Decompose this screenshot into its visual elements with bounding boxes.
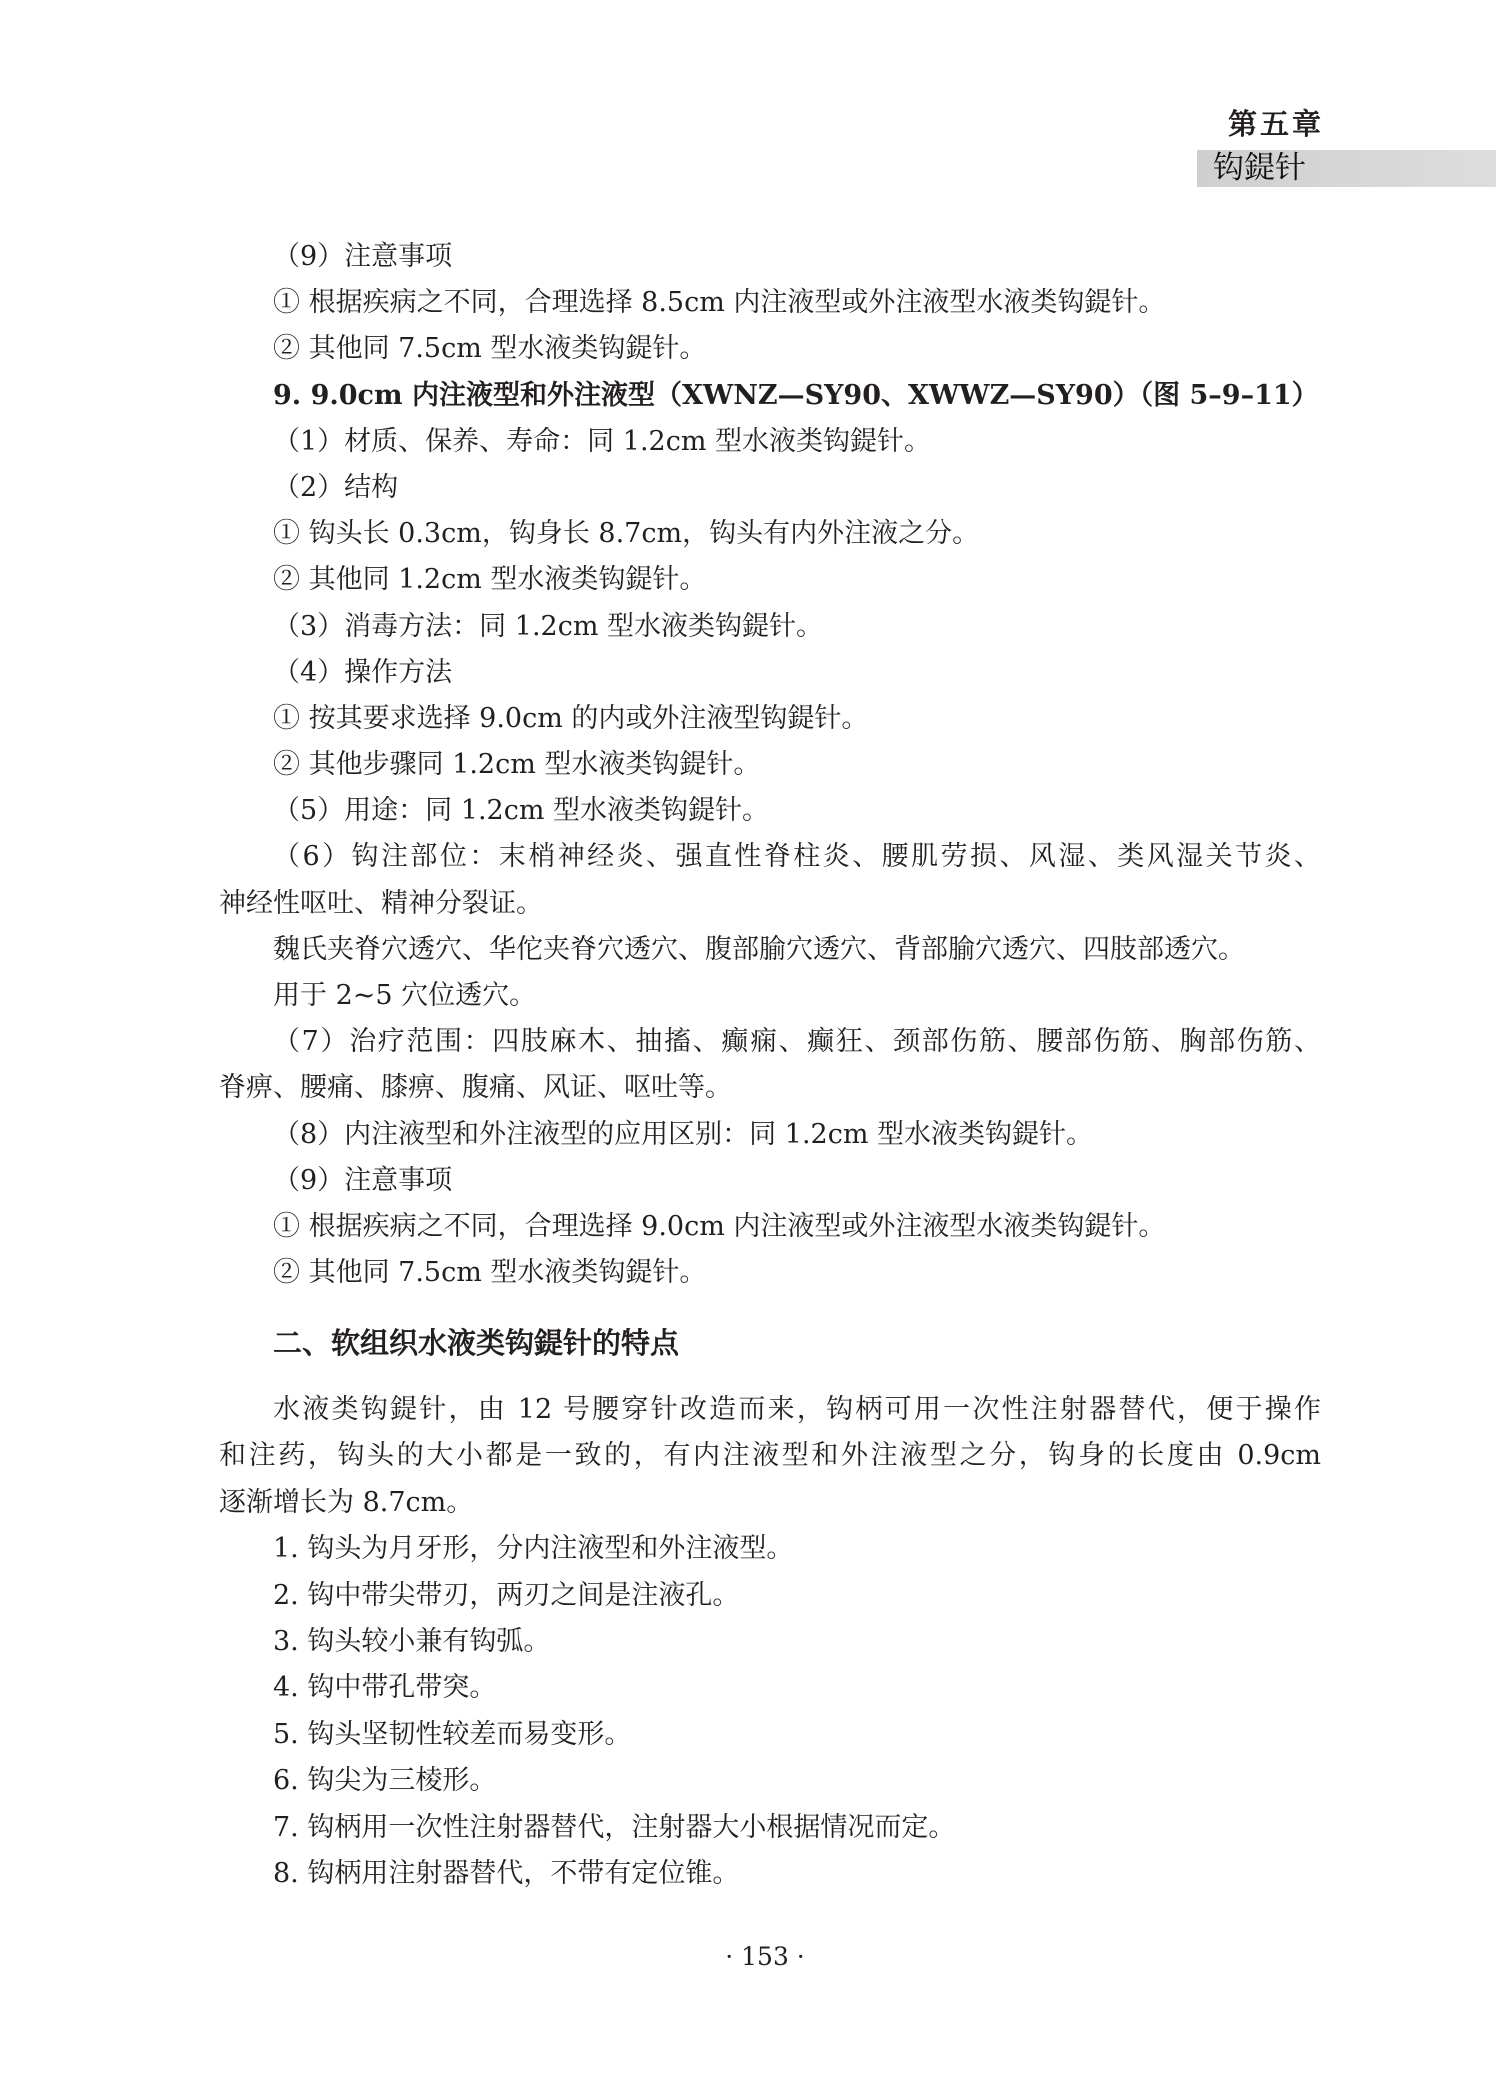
features-section bbox=[219, 1387, 1321, 1897]
list-item: 7. 钩柄用一次性注射器替代，注射器大小根据情况而定。 bbox=[273, 1811, 956, 1843]
text-line: ② 其他同 7.5cm 型水液类钩鍉针。 bbox=[273, 333, 707, 365]
section-title-bar bbox=[1197, 150, 1496, 187]
text-line: ① 钩头长 0.3cm，钩身长 8.7cm，钩头有内外注液之分。 bbox=[273, 518, 980, 550]
text-line: ① 按其要求选择 9.0cm 的内或外注液型钩鍉针。 bbox=[273, 702, 869, 734]
list-item: 4. 钩中带孔带突。 bbox=[273, 1672, 497, 1704]
text-line: 脊痹、腰痛、膝痹、腹痛、风证、呕吐等。 bbox=[219, 1072, 732, 1104]
text-line: （3）消毒方法：同 1.2cm 型水液类钩鍉针。 bbox=[273, 610, 824, 642]
text-line: 神经性呕吐、精神分裂证。 bbox=[219, 887, 543, 919]
text-line: （2）结构 bbox=[273, 471, 399, 503]
text-line: （5）用途：同 1.2cm 型水液类钩鍉针。 bbox=[273, 795, 770, 827]
list-item: 6. 钩尖为三棱形。 bbox=[273, 1765, 497, 1797]
list-item: 5. 钩头坚韧性较差而易变形。 bbox=[273, 1718, 632, 1750]
section-title: 钩鍉针 bbox=[1213, 150, 1306, 186]
section-heading: 二、软组织水液类钩鍉针的特点 bbox=[273, 1326, 680, 1360]
text-line: （9）注意事项 bbox=[273, 241, 453, 272]
chapter-label: 第五章 bbox=[1228, 107, 1325, 141]
text-line: （9）注意事项 bbox=[273, 1164, 453, 1196]
text-line: 用于 2~5 穴位透穴。 bbox=[273, 980, 537, 1011]
text-line: （8）内注液型和外注液型的应用区别：同 1.2cm 型水液类钩鍉针。 bbox=[273, 1118, 1094, 1150]
text-line: ② 其他同 7.5cm 型水液类钩鍉针。 bbox=[273, 1257, 707, 1289]
subsection-title: 9. 9.0cm 内注液型和外注液型（XWNZ—SY90、XWWZ—SY90）（图 5–9–11） bbox=[273, 379, 1319, 411]
text-line: 和注药，钩头的大小都是一致的，有内注液型和外注液型之分，钩身的长度由 0.9cm bbox=[219, 1440, 1321, 1472]
text-line: （7）治疗范围：四肢麻木、抽搐、癫痫、癫狂、颈部伤筋、腰部伤筋、胸部伤筋、 bbox=[273, 1026, 1321, 1058]
text-line: ② 其他同 1.2cm 型水液类钩鍉针。 bbox=[273, 564, 707, 596]
text-line: ① 根据疾病之不同，合理选择 8.5cm 内注液型或外注液型水液类钩鍉针。 bbox=[273, 287, 1166, 319]
list-item: 2. 钩中带尖带刃，两刃之间是注液孔。 bbox=[273, 1579, 740, 1611]
list-item: 8. 钩柄用注射器替代，不带有定位锥。 bbox=[273, 1857, 740, 1889]
text-line: ② 其他步骤同 1.2cm 型水液类钩鍉针。 bbox=[273, 749, 761, 781]
text-line: （1）材质、保养、寿命：同 1.2cm 型水液类钩鍉针。 bbox=[273, 425, 932, 457]
list-item: 3. 钩头较小兼有钩弧。 bbox=[273, 1625, 551, 1657]
text-line: 逐渐增长为 8.7cm。 bbox=[219, 1486, 474, 1518]
text-line: 水液类钩鍉针，由 12 号腰穿针改造而来，钩柄可用一次性注射器替代，便于操作 bbox=[273, 1394, 1321, 1425]
needle-9cm-section bbox=[219, 234, 1321, 1296]
list-item: 1. 钩头为月牙形，分内注液型和外注液型。 bbox=[273, 1533, 794, 1565]
text-line: ① 根据疾病之不同，合理选择 9.0cm 内注液型或外注液型水液类钩鍉针。 bbox=[273, 1210, 1166, 1242]
text-line: （6）钩注部位：末梢神经炎、强直性脊柱炎、腰肌劳损、风湿、类风湿关节炎、 bbox=[273, 841, 1321, 873]
text-line: 魏氏夹脊穴透穴、华佗夹脊穴透穴、腹部腧穴透穴、背部腧穴透穴、四肢部透穴。 bbox=[273, 933, 1245, 965]
page-number: · 153 · bbox=[725, 1942, 805, 1971]
text-line: （4）操作方法 bbox=[273, 656, 453, 688]
